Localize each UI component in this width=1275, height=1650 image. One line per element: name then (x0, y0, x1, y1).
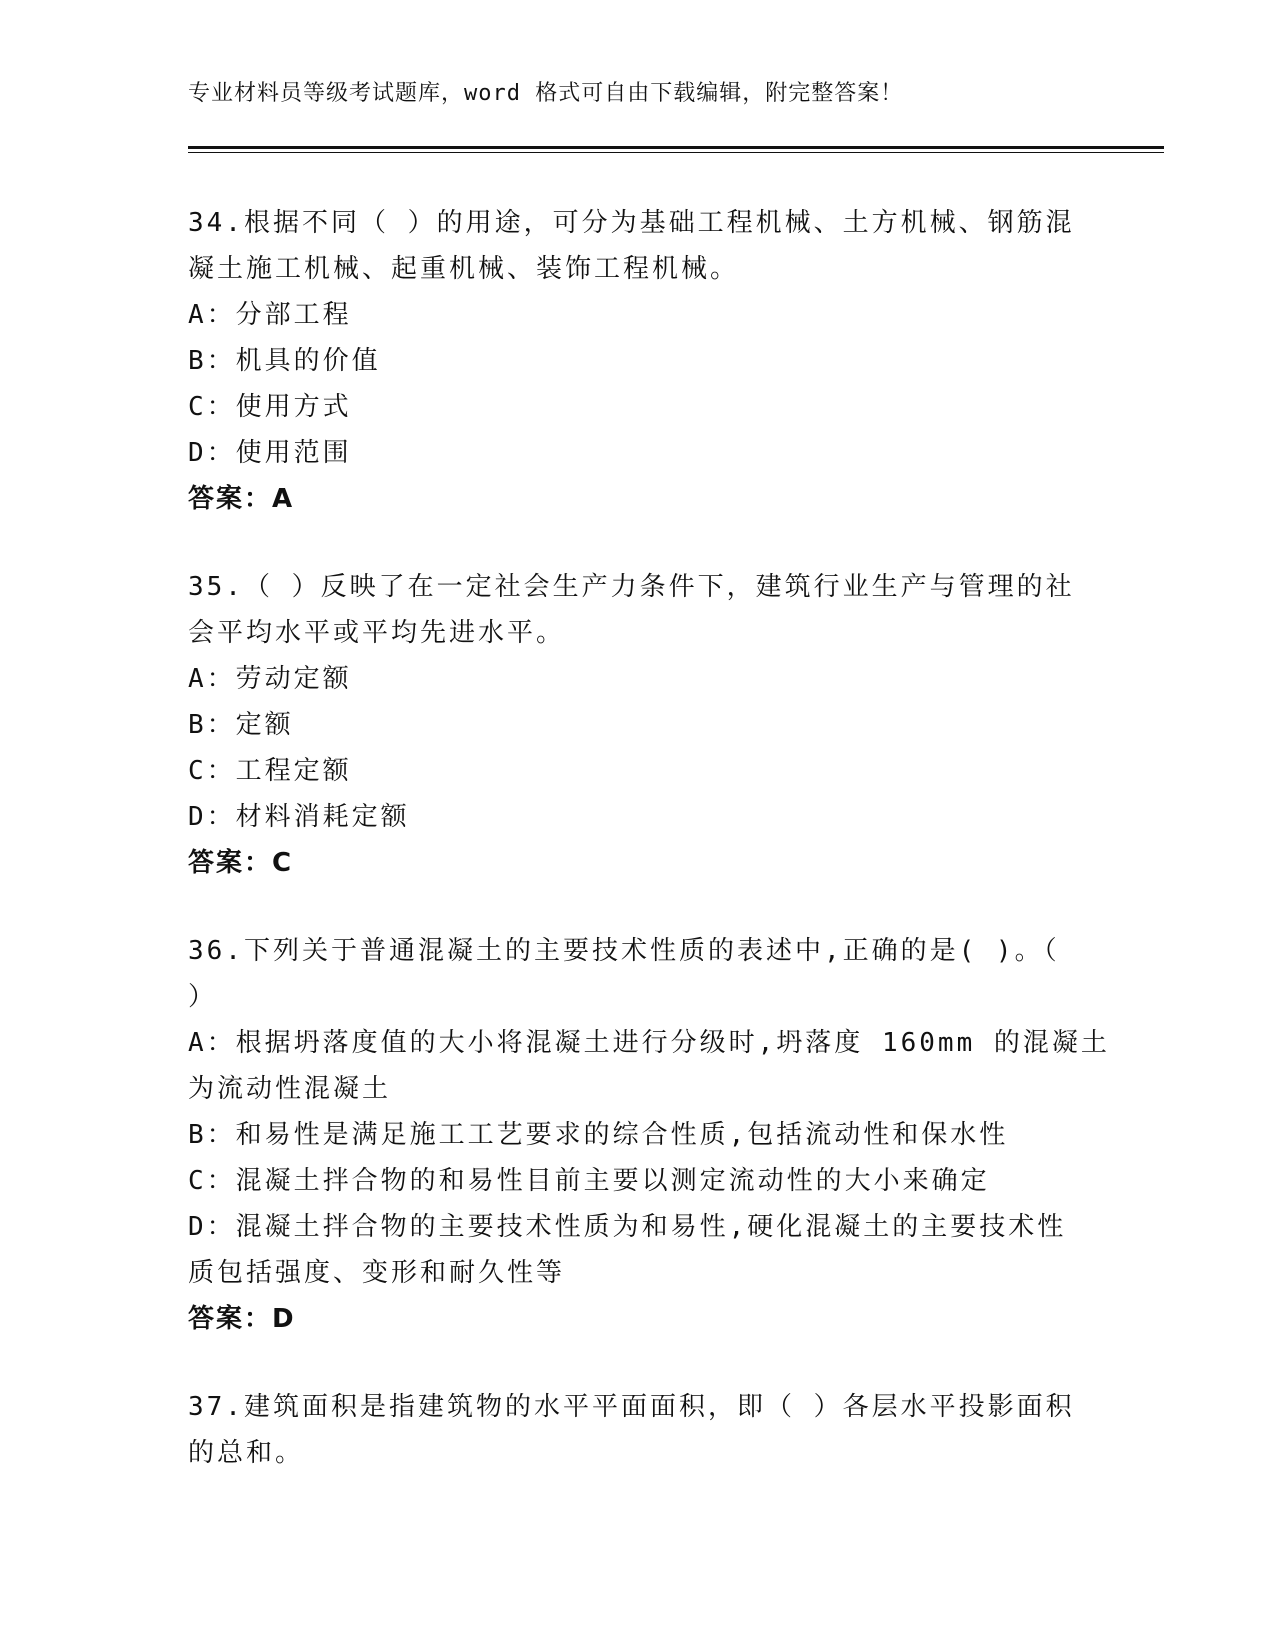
question-35 (188, 564, 1075, 886)
question-37 (188, 1384, 1075, 1476)
option-c: C：使用方式 (188, 392, 352, 422)
question-stem-line: ） (188, 982, 218, 1012)
question-stem-line: 34.根据不同（ ）的用途，可分为基础工程机械、土方机械、钢筋混 (188, 208, 1075, 238)
header-rule-thick (188, 146, 1164, 149)
option-a: A：根据坍落度值的大小将混凝土进行分级时,坍落度 160mm 的混凝土 (188, 1028, 1110, 1058)
option-b: B：机具的价值 (188, 346, 381, 376)
question-stem-line: 35.（ ）反映了在一定社会生产力条件下，建筑行业生产与管理的社 (188, 572, 1075, 602)
option-c: C：混凝土拌合物的和易性目前主要以测定流动性的大小来确定 (188, 1166, 990, 1196)
answer-label: 答案：C (188, 848, 294, 878)
option-a-continuation: 为流动性混凝土 (188, 1074, 392, 1104)
header-rule-thin (188, 152, 1164, 153)
option-a: A：劳动定额 (188, 664, 352, 694)
page-header: 专业材料员等级考试题库，word 格式可自由下载编辑，附完整答案！ (188, 81, 904, 106)
question-stem-line: 会平均水平或平均先进水平。 (188, 618, 566, 648)
question-stem-line: 凝土施工机械、起重机械、装饰工程机械。 (188, 254, 740, 284)
option-d: D：使用范围 (188, 438, 352, 468)
answer-label: 答案：D (188, 1304, 296, 1334)
question-34 (188, 200, 1075, 522)
option-d: D：材料消耗定额 (188, 802, 410, 832)
answer-label: 答案：A (188, 484, 295, 514)
option-d: D：混凝土拌合物的主要技术性质为和易性,硬化混凝土的主要技术性 (188, 1212, 1067, 1242)
option-a: A：分部工程 (188, 300, 352, 330)
question-stem-line: 36.下列关于普通混凝土的主要技术性质的表述中,正确的是( )。（ (188, 936, 1060, 966)
question-36 (188, 928, 1110, 1342)
option-b: B：定额 (188, 710, 294, 740)
question-stem-line: 37.建筑面积是指建筑物的水平平面面积，即（ ）各层水平投影面积 (188, 1392, 1075, 1422)
question-list (188, 200, 1110, 1518)
question-stem-line: 的总和。 (188, 1438, 305, 1468)
option-c: C：工程定额 (188, 756, 352, 786)
option-d-continuation: 质包括强度、变形和耐久性等 (188, 1258, 566, 1288)
option-b: B：和易性是满足施工工艺要求的综合性质,包括流动性和保水性 (188, 1120, 1009, 1150)
